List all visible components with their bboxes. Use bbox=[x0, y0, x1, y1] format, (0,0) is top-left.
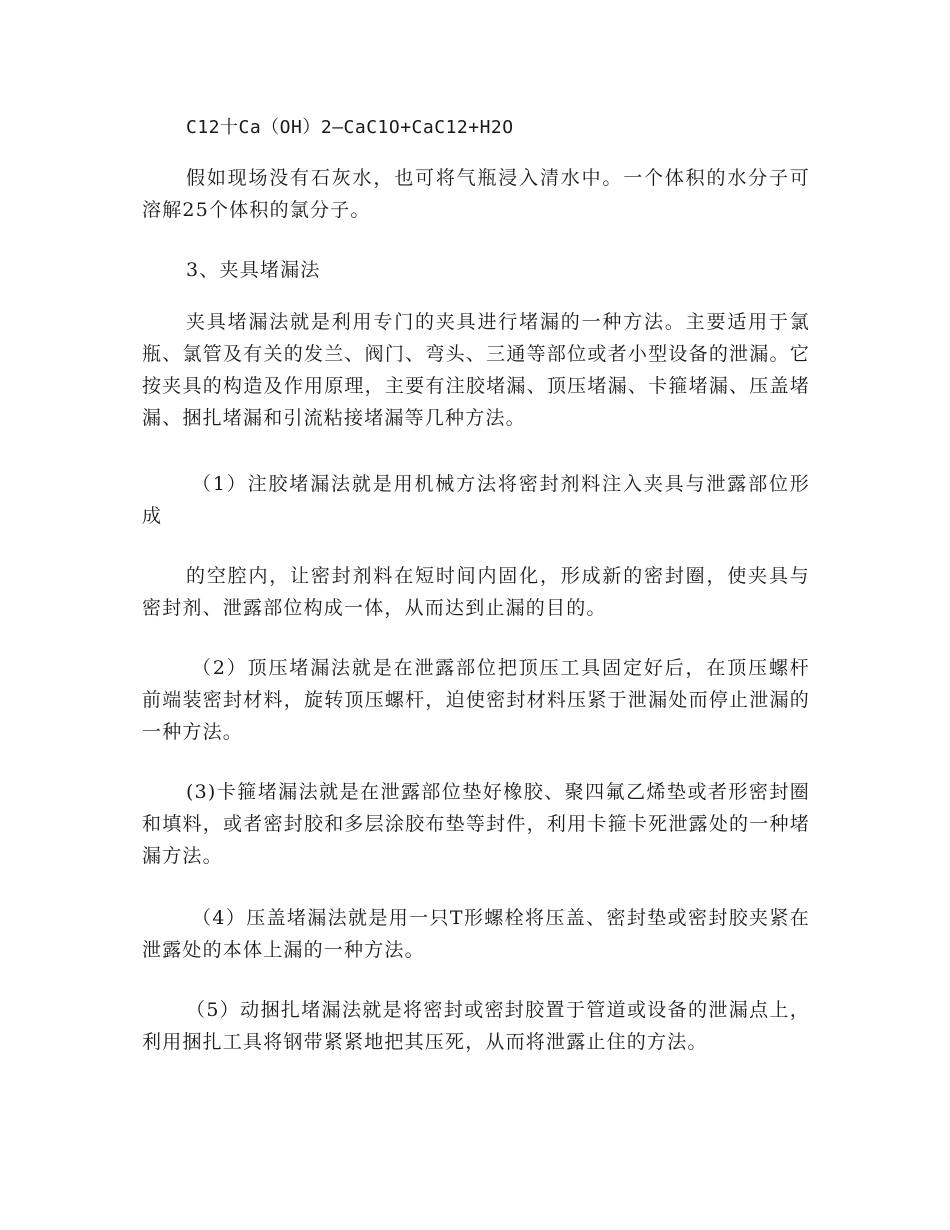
chemical-equation: C12十Ca（OH）2—CaC1O+CaC12+H2O bbox=[186, 117, 514, 138]
paragraph-item-2: （2）顶压堵漏法就是在泄露部位把顶压工具固定好后，在顶压螺杆前端装密封材料，旋转顶压螺杆，迫使密封材料压紧于泄漏处而停止泄漏的一种方法。 bbox=[142, 657, 810, 743]
paragraph-item-3: (3)卡箍堵漏法就是在泄露部位垫好橡胶、聚四氟乙烯垫或者形密封圈和填料，或者密封胶和多层涂胶布垫等封件，利用卡箍卡死泄露处的一种堵漏方法。 bbox=[142, 781, 810, 867]
section-heading-clamp-method: 3、夹具堵漏法 bbox=[186, 259, 321, 281]
paragraph-item-4: （4）压盖堵漏法就是用一只T形螺栓将压盖、密封垫或密封胶夹紧在泄露处的本体上漏的一种方法。 bbox=[142, 907, 810, 961]
paragraph-item-1-start: （1）注胶堵漏法就是用机械方法将密封剂料注入夹具与泄露部位形成 bbox=[142, 473, 810, 527]
paragraph-lime-water: 假如现场没有石灰水，也可将气瓶浸入清水中。一个体积的水分子可溶解25个体积的氯分子。 bbox=[142, 167, 810, 221]
paragraph-item-5: （5）动捆扎堵漏法就是将密封或密封胶置于管道或设备的泄漏点上，利用捆扎工具将钢带紧紧地把其压死，从而将泄露止住的方法。 bbox=[142, 999, 810, 1053]
paragraph-clamp-method: 夹具堵漏法就是利用专门的夹具进行堵漏的一种方法。主要适用于氯瓶、氯管及有关的发兰、阀门、弯头、三通等部位或者小型设备的泄漏。它按夹具的构造及作用原理，主要有注胶堵漏、顶压堵漏、卡箍堵漏、压盖堵漏、捆扎堵漏和引流粘接堵漏等几种方法。 bbox=[142, 311, 810, 429]
paragraph-item-1-continued: 的空腔内，让密封剂料在短时间内固化，形成新的密封圈，使夹具与密封剂、泄露部位构成一体，从而达到止漏的目的。 bbox=[142, 565, 810, 619]
